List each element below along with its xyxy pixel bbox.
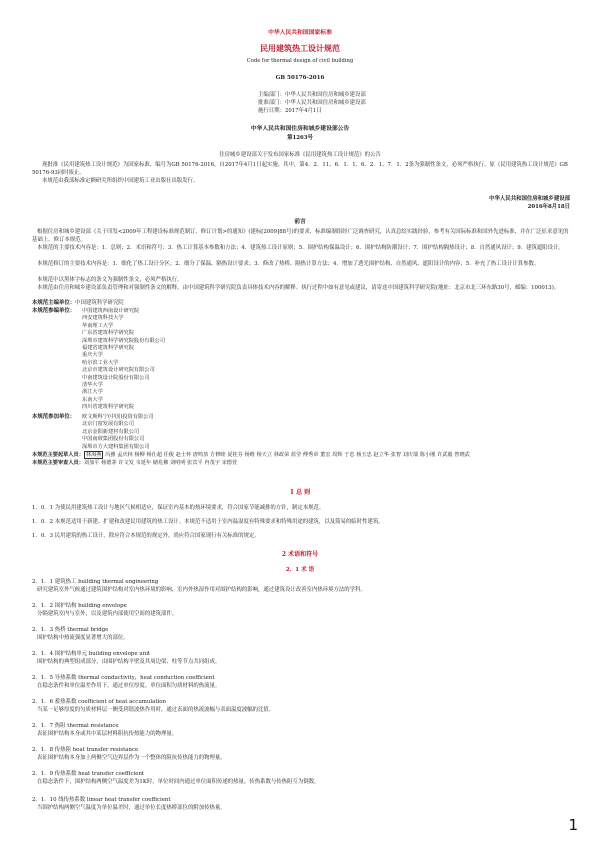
term-heading: 建筑热工 building thermal engineering	[54, 579, 159, 585]
clause-1-0-1: 1．0．1 为使民用建筑热工设计与地区气候相适应，保证室内基本的热环境要求，符合国家节能减排的方针，制定本规范。	[32, 505, 325, 511]
term-heading: 线传热系数 linear heat transfer coefficient	[58, 797, 171, 803]
list-item: 广东省建筑科学研究院	[82, 330, 134, 337]
announcement-number: 第1263号	[287, 135, 313, 141]
list-item: 北京门窗发展有限公司	[82, 421, 134, 428]
effective-date: 施行日期：2017年4月1日	[258, 108, 322, 114]
page-number: 1	[568, 816, 578, 834]
list-item: 哈尔滨工业大学	[82, 359, 119, 366]
foreword-paragraph-4: 本规范中以黑体字标志的条文为强制性条文，必须严格执行。	[37, 277, 183, 283]
term-2-1-9	[32, 770, 572, 786]
editor-department: 主编部门：中华人民共和国住房和城乡建设部	[258, 92, 366, 98]
term-heading: 热阻 thermal resistance	[54, 723, 119, 729]
list-item: 中国建筑西南设计研究院	[82, 308, 140, 314]
document-title-english: Code for thermal design of civil building	[246, 58, 354, 64]
announcement-issuer: 中华人民共和国住房和城乡建设部	[489, 196, 570, 202]
approval-department: 批准部门：中华人民共和国住房和城乡建设部	[258, 100, 366, 106]
list-item: 中南建筑设计院股份有限公司	[82, 374, 150, 381]
announcement-body-1: 现批准《民用建筑热工设计规范》为国家标准，编号为GB 50176-2016，自2017年4月1日起实施。其中，第4．2．11、6．1．1、6．2．1、7．1．2条为强制性条文，必须严格执行。原《民用建筑热工设计规范》GB 50176-93同时废止。	[32, 162, 568, 176]
announcement-subject: 住房城乡建设部关于发布国家标准《民用建筑热工设计规范》的公告	[219, 152, 381, 158]
term-heading: 围护结构 building envelope	[54, 603, 127, 609]
national-standard-label: 中华人民共和国国家标准	[268, 30, 332, 36]
chief-unit: 中国建筑科学研究院	[75, 300, 124, 306]
chapter-1-title: 1 总 则	[289, 489, 311, 496]
term-2-1-2	[32, 602, 572, 618]
section-2-1-title: 2．1 术 语	[285, 567, 315, 573]
list-item: 欧文斯科宁(中国)投资有限公司	[82, 414, 154, 420]
list-item: 重庆大学	[82, 352, 103, 359]
chief-unit-label: 本规范主编单位：	[32, 300, 76, 306]
reviewers-names: 刘加平 杨德茅 许文发 韦延年 储兆佛 刘明明 张宾平 冉茂宇 宋德萱	[83, 460, 238, 466]
term-heading: 传热系数 heat transfer coefficient	[54, 771, 145, 777]
list-item: 清华大学	[82, 382, 103, 389]
term-2-1-4	[32, 650, 572, 666]
term-heading: 传热阻 heat transfer resistance	[54, 747, 139, 753]
list-item: 华南理工大学	[82, 322, 114, 329]
term-number: 2．1．5	[32, 675, 54, 681]
term-definition: 在稳态条件和单位温差作用下，通过单位厚度、单位面积匀质材料的热流量。	[37, 683, 221, 689]
term-number: 2．1．3	[32, 627, 54, 633]
drafters-names: 冯雅 孟庆林 杨柳 杨仕超 任俊 赵士怀 唐鸣放 方修睦 夏桂芬 杨维 杨天立 林政荣 蓝莹 傅秀章 董宏 周辉 于忠 杨玉忠 赵立华 张智 刘庆瑞 陈小刚 许武毅 曾晓武	[105, 452, 470, 458]
list-item: 深圳市方大建科集团有限公司	[82, 443, 150, 450]
term-2-1-8	[32, 746, 572, 762]
term-number: 2．1．2	[32, 603, 54, 609]
list-item: 东南大学	[82, 396, 103, 403]
term-number: 2．1．4	[32, 651, 54, 657]
document-title: 民用建筑热工设计规范	[260, 43, 340, 53]
term-definition: 当围护结构两侧空气温度为单位温差时，通过单位长度热桥部位的附加传热量。	[37, 805, 226, 811]
term-heading: 热桥 thermal bridge	[54, 627, 109, 633]
list-item: 浙江大学	[82, 389, 103, 396]
joint-units-label: 本规范参加单位：	[32, 414, 76, 420]
clause-1-0-2: 1．0．2 本规范适用于新建、扩建和改建民用建筑的热工设计。本规范不适用于室内温湿度有特殊要求和特殊用途的建筑，以及简易的临时性建筑。	[32, 519, 384, 525]
foreword-paragraph-5: 本规范由住房和城乡建设部负责管理和对强制性条文的解释，由中国建筑科学研究院负责具体技术内容的解释。执行过程中如有意见或建议，请寄送中国建筑科学研究院(地址：北京市北三环东路30号，邮编：100013)。	[37, 285, 560, 291]
clause-1-0-3: 1．0．3 民用建筑的热工设计，除应符合本规范的规定外，尚应符合国家现行有关标准的规定。	[32, 533, 260, 539]
list-item: 北京金阳新建材有限公司	[82, 428, 140, 435]
term-2-1-1	[32, 578, 572, 594]
participating-units-list	[82, 308, 165, 412]
term-2-1-6	[32, 698, 572, 714]
term-number: 2．1．10	[32, 797, 57, 803]
term-heading: 蓄热系数 coefficient of heat accumulation	[54, 699, 166, 705]
term-definition: 表征围护结构本身加上两侧空气边界层作为一个整体的阻抗传热能力的物理量。	[37, 755, 226, 761]
term-definition: 分隔建筑室内与室外，以及建筑内部使用空间的建筑部件。	[37, 611, 178, 617]
participating-units-label: 本规范参编单位：	[32, 308, 76, 314]
term-heading: 围护结构单元 building envelope unit	[54, 651, 151, 657]
term-2-1-3	[32, 626, 572, 642]
foreword-paragraph-3: 本规范修订的主要技术内容是：1．细化了热工设计分区；2．细分了保温、隔热设计要求；3．修改了热桥、隔热计算方法；4．增加了透光围护结构、自然通风、遮阳设计的内容；5．补充了热工设计计算参数。	[37, 261, 540, 267]
joint-units-list	[82, 414, 154, 451]
term-number: 2．1．8	[32, 747, 54, 753]
term-number: 2．1．7	[32, 723, 54, 729]
foreword-title: 前言	[294, 219, 306, 225]
drafters-row	[32, 452, 470, 459]
chief-unit-row	[32, 300, 124, 307]
standard-code: GB 50176-2016	[275, 75, 325, 81]
announcement-date: 2016年8月18日	[527, 204, 570, 210]
term-heading: 导热系数 thermal conductivity，heat conduction coefficient	[54, 675, 215, 681]
term-2-1-5	[32, 674, 572, 690]
list-item: 深圳市建筑科学研究院股份有限公司	[82, 337, 166, 344]
term-definition: 在稳态条件下，围护结构两侧空气温度差为1K时，单位时间内通过单位面积传递的热量。传热系数与传热阻互为倒数。	[37, 779, 320, 785]
term-definition: 围护结构的典型组成部分，由围护结构平壁及其周边梁、柱等节点共同组成。	[37, 659, 221, 665]
foreword-paragraph-1: 根据住房和城乡建设部《关于印发<2009年工程建设标准规范制订、修订计划>的通知》(建标[2009]88号)的要求，标准编制组经广泛调查研究，认真总结实践经验，参考有关国际标准和国外先进标准，并在广泛征求意见的基础上，修订本规范。	[32, 229, 569, 243]
reviewers-row	[32, 460, 237, 467]
announcement-ministry: 中华人民共和国住房和城乡建设部公告	[250, 126, 350, 132]
drafter-boxed-name: 林海燕	[85, 452, 102, 458]
list-item: 福建省建筑科学研究院	[82, 345, 134, 352]
foreword-paragraph-2: 本规范的主要技术内容是：1．总则；2．术语和符号；3．热工计算基本参数和方法；4．建筑热工设计原则；5．围护结构保温设计；6．围护结构防潮设计；7．围护结构隔热设计；8．自然通风设计；9．建筑遮阳设计。	[37, 245, 564, 251]
list-item: 四川省建筑科学研究院	[82, 404, 134, 411]
chapter-2-title: 2 术语和符号	[281, 551, 319, 558]
term-2-1-10	[32, 796, 572, 812]
term-definition: 研究建筑室外气候通过建筑围护结构对室内热环境的影响、室内外热湿作用对围护结构的影响，通过建筑设计改善室内热环境方法的学科。	[37, 587, 366, 593]
reviewers-label: 本规范主要审查人员：	[32, 460, 84, 466]
term-number: 2．1．6	[32, 699, 54, 705]
term-number: 2．1．1	[32, 579, 54, 585]
term-2-1-7	[32, 722, 572, 738]
term-definition: 当某一足够厚度的匀质材料层一侧受到谐波热作用时，通过表面的热流波幅与表面温度波幅的比值。	[37, 707, 275, 713]
list-item: 中国南玻集团股份有限公司	[82, 436, 145, 443]
term-definition: 围护结构中热流强度显著增大的部位。	[37, 635, 129, 641]
list-item: 北京市建筑设计研究院有限公司	[82, 367, 155, 374]
announcement-body-2: 本规范由我部标准定额研究所组织中国建筑工业出版社出版发行。	[42, 178, 199, 184]
list-item: 西安建筑科技大学	[82, 315, 124, 322]
term-number: 2．1．9	[32, 771, 54, 777]
drafters-label: 本规范主要起草人员：	[32, 452, 84, 458]
term-definition: 表征围护结构本身或其中某层材料阻抗传热能力的物理量。	[37, 731, 178, 737]
